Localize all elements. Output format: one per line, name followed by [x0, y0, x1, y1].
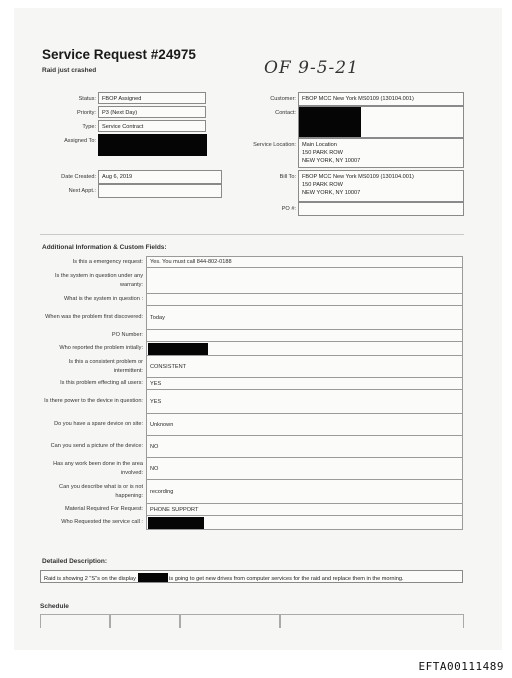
date-created-value: Aug 6, 2019: [98, 170, 222, 184]
schedule-heading: Schedule: [40, 603, 69, 610]
answer-cell: Today: [147, 306, 463, 330]
schedule-column: [280, 614, 464, 628]
description-text-part1: Raid is showing 2 "S"s on the display: [44, 576, 136, 582]
answer-cell: NO: [147, 436, 463, 458]
contact-redacted: [299, 107, 361, 137]
customer-label: Customer:: [270, 96, 296, 102]
answer-cell: Yes. You must call 844-802-0188: [147, 257, 463, 268]
question-cell: Can you send a picture of the device:: [40, 436, 147, 458]
question-cell: Who reported the problem intially:: [40, 342, 147, 356]
question-cell: Can you describe what is or is not happening:: [40, 480, 147, 504]
answer-cell: [147, 516, 463, 530]
type-label: Type:: [82, 124, 96, 130]
status-value: FBOP Assigned: [98, 92, 206, 104]
po-label: PO #:: [281, 206, 296, 212]
next-appt-value: [98, 184, 222, 198]
contact-label: Contact:: [275, 110, 296, 116]
question-cell: Has any work been done in the area involved:: [40, 458, 147, 480]
bill-to-line-3: NEW YORK, NY 10007: [302, 190, 361, 197]
additional-info-heading: Additional Information & Custom Fields:: [42, 244, 167, 251]
table-row: [40, 504, 463, 516]
service-location-label: Service Location:: [253, 142, 296, 148]
assigned-to-label: Assigned To:: [64, 138, 96, 144]
schedule-column: [40, 614, 110, 628]
answer-cell: NO: [147, 458, 463, 480]
table-row: [40, 330, 463, 342]
schedule-table: [40, 614, 464, 628]
description-text-part2: is going to get new drives from computer services for the raid and replace them in the morning.: [169, 576, 404, 582]
date-created-label: Date Created:: [61, 174, 96, 180]
question-cell: Is this a consistent problem or intermittent:: [40, 356, 147, 378]
service-location-line-2: 150 PARK ROW: [302, 150, 343, 157]
answer-cell: Unknown: [147, 414, 463, 436]
table-row: [40, 436, 463, 458]
reporter-redacted: [148, 343, 208, 355]
question-cell: Do you have a spare device on site:: [40, 414, 147, 436]
request-subtitle: Raid just crashed: [42, 67, 97, 74]
table-row: [40, 294, 463, 306]
next-appt-label: Next Appt.:: [68, 188, 96, 194]
detailed-description-heading: Detailed Description:: [42, 558, 108, 565]
answer-cell: [147, 342, 463, 356]
type-value: Service Contract: [98, 120, 206, 132]
requester-redacted: [148, 517, 204, 529]
contact-box: [298, 106, 464, 138]
schedule-column: [110, 614, 180, 628]
table-row: [40, 378, 463, 390]
bill-to-value: [298, 170, 464, 202]
question-cell: Material Required For Request:: [40, 504, 147, 516]
po-value: [298, 202, 464, 216]
table-row: [40, 268, 463, 294]
table-row: [40, 516, 463, 530]
bill-to-line-1: FBOP MCC New York MS0109 (130104.001): [302, 174, 414, 180]
table-row: [40, 458, 463, 480]
table-row: [40, 414, 463, 436]
answer-cell: CONSISTENT: [147, 356, 463, 378]
service-location-value: [298, 138, 464, 168]
answer-cell: [147, 330, 463, 342]
table-row: [40, 480, 463, 504]
question-cell: Is there power to the device in question:: [40, 390, 147, 414]
question-cell: PO Number:: [40, 330, 147, 342]
customer-value: FBOP MCC New York MS0109 (130104.001): [298, 92, 464, 106]
answer-cell: recording: [147, 480, 463, 504]
table-row: [40, 257, 463, 268]
question-cell: When was the problem first discovered:: [40, 306, 147, 330]
answer-cell: [147, 268, 463, 294]
table-row: [40, 356, 463, 378]
schedule-column: [180, 614, 280, 628]
table-row: [40, 306, 463, 330]
section-divider: [40, 234, 464, 235]
priority-value: P3 (Next Day): [98, 106, 206, 118]
question-cell: Is this problem effecting all users:: [40, 378, 147, 390]
description-redacted: [138, 573, 168, 582]
priority-label: Priority:: [77, 110, 96, 116]
bill-to-label: Bill To:: [279, 174, 296, 180]
answer-cell: [147, 294, 463, 306]
answer-cell: PHONE SUPPORT: [147, 504, 463, 516]
handwritten-note: OF 9-5-21: [264, 58, 359, 78]
service-location-line-1: Main Location: [302, 142, 337, 148]
additional-info-table: [40, 256, 463, 530]
service-location-line-3: NEW YORK, NY 10007: [302, 158, 361, 165]
question-cell: Who Requested the service call :: [40, 516, 147, 530]
assigned-to-redacted: [98, 134, 207, 156]
detailed-description-box: [40, 570, 463, 583]
question-cell: Is the system in question under any warranty:: [40, 268, 147, 294]
table-row: [40, 390, 463, 414]
page-title: Service Request #24975: [42, 47, 196, 62]
status-label: Status:: [78, 96, 96, 102]
bill-to-line-2: 150 PARK ROW: [302, 182, 343, 189]
question-cell: Is this a emergency request:: [40, 257, 147, 268]
bates-number: EFTA00111489: [418, 660, 504, 673]
answer-cell: YES: [147, 378, 463, 390]
answer-cell: YES: [147, 390, 463, 414]
table-row: [40, 342, 463, 356]
question-cell: What is the system in question :: [40, 294, 147, 306]
